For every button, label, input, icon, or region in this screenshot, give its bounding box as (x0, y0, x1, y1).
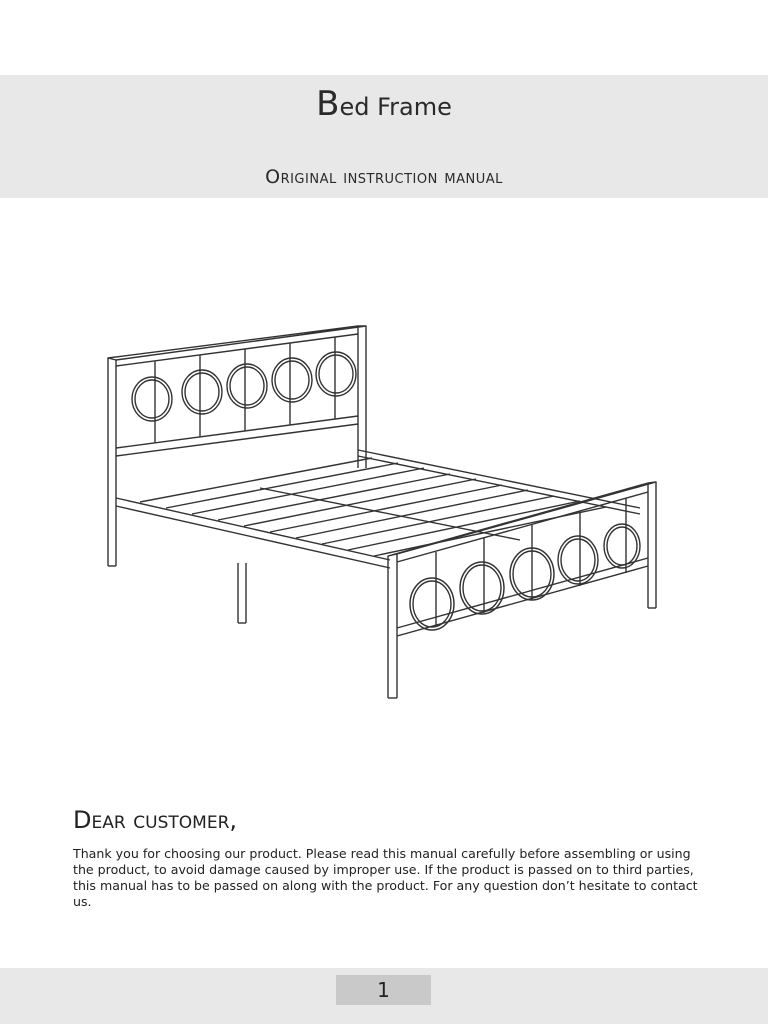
intro-paragraph: Thank you for choosing our product. Please read this manual carefully before assembling or using the product, to avoid damage caused by improper use. If the product is passed on to third parties, this manual has to be passed on along with the product. For any question don’t hesitate to contact us. (73, 846, 698, 909)
document-subtitle: Original instruction manual (265, 166, 503, 188)
title-rest: ed Frame (339, 93, 452, 121)
greeting-heading: Dear customer, (73, 806, 238, 834)
bed-frame-icon (100, 318, 670, 703)
document-title (0, 84, 768, 124)
page-number: 1 (336, 975, 431, 1005)
title-initial: B (316, 84, 340, 124)
